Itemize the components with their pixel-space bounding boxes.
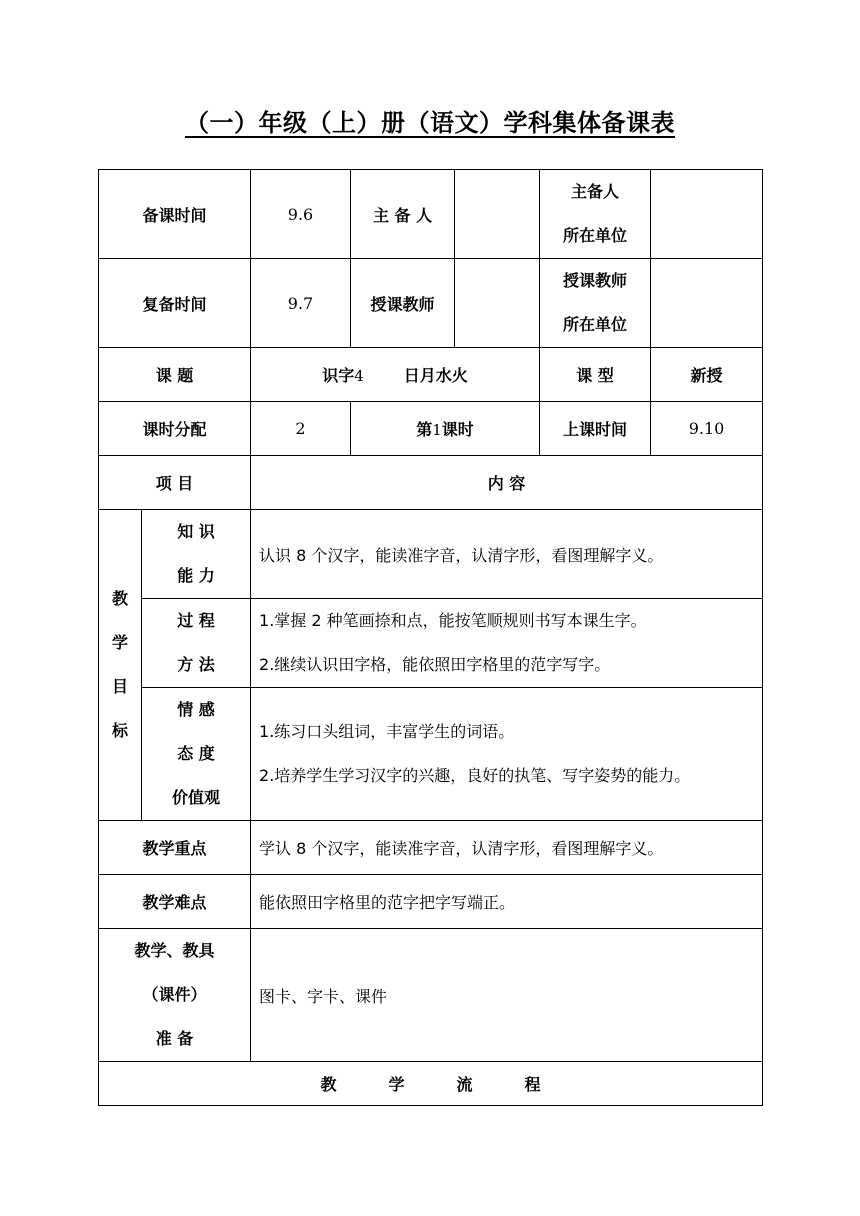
row-goal-process xyxy=(99,599,763,688)
teacher-unit-label-b: 所在单位 xyxy=(563,315,628,334)
prep-time-value: 9.6 xyxy=(251,170,351,259)
row-header xyxy=(99,456,763,510)
periods-value: 2 xyxy=(251,402,351,456)
lead-preparer-unit-label xyxy=(540,170,651,259)
flow-char-1: 教 xyxy=(320,1075,337,1094)
lesson-type-value: 新授 xyxy=(651,348,763,402)
emotion-text xyxy=(251,688,763,821)
title-text: （一）年级（上）册（语文）学科集体备课表 xyxy=(185,109,675,137)
teacher-value xyxy=(455,259,540,348)
topic-prefix: 识字 xyxy=(322,366,355,385)
row-periods xyxy=(99,402,763,456)
period-suffix: 课时 xyxy=(441,420,474,439)
process-text xyxy=(251,599,763,688)
content-header: 内 容 xyxy=(251,456,763,510)
emotion-label-a: 情 感 xyxy=(177,700,215,719)
process-text-2: 2.继续认识田字格，能依照田字格里的范字写字。 xyxy=(259,655,611,674)
period-prefix: 第 xyxy=(416,420,433,439)
materials-text: 图卡、字卡、课件 xyxy=(251,929,763,1062)
teacher-unit-label xyxy=(540,259,651,348)
lead-preparer-unit-label-b: 所在单位 xyxy=(563,226,628,245)
flow-char-3: 流 xyxy=(456,1075,473,1094)
lead-preparer-unit-label-a: 主备人 xyxy=(571,182,620,201)
knowledge-label-b: 能 力 xyxy=(177,566,215,585)
knowledge-label xyxy=(142,510,251,599)
materials-label xyxy=(99,929,251,1062)
knowledge-label-a: 知 识 xyxy=(177,522,215,541)
process-label-b: 方 法 xyxy=(177,655,215,674)
difficulty-text: 能依照田字格里的范字把字写端正。 xyxy=(251,875,763,929)
key-point-label: 教学重点 xyxy=(99,821,251,875)
review-time-value: 9.7 xyxy=(251,259,351,348)
lead-preparer-unit-value xyxy=(651,170,763,259)
lesson-type-label: 课 型 xyxy=(540,348,651,402)
emotion-label-c: 价值观 xyxy=(172,788,221,807)
periods-label: 课时分配 xyxy=(99,402,251,456)
current-period xyxy=(351,402,540,456)
review-time-label: 复备时间 xyxy=(99,259,251,348)
row-review-time xyxy=(99,259,763,348)
teaching-goals-label xyxy=(99,510,142,821)
lead-preparer-value xyxy=(455,170,540,259)
process-label-a: 过 程 xyxy=(177,611,215,630)
teacher-label: 授课教师 xyxy=(351,259,455,348)
page-title xyxy=(0,103,860,138)
emotion-label-b: 态 度 xyxy=(177,744,215,763)
emotion-label xyxy=(142,688,251,821)
goal-char-2: 学 xyxy=(111,633,128,652)
topic-number: 4 xyxy=(354,367,364,385)
row-topic xyxy=(99,348,763,402)
difficulty-label: 教学难点 xyxy=(99,875,251,929)
row-key-point xyxy=(99,821,763,875)
row-prep-time xyxy=(99,170,763,259)
lead-preparer-label: 主 备 人 xyxy=(351,170,455,259)
topic-value xyxy=(251,348,540,402)
emotion-text-2: 2.培养学生学习汉字的兴趣，良好的执笔、写字姿势的能力。 xyxy=(259,766,691,785)
topic-name: 日月水火 xyxy=(403,366,468,385)
row-teaching-flow xyxy=(99,1062,763,1106)
key-point-text: 学认 8 个汉字，能读准字音，认清字形，看图理解字义。 xyxy=(251,821,763,875)
row-goal-knowledge xyxy=(99,510,763,599)
flow-char-4: 程 xyxy=(524,1075,541,1094)
lesson-plan-table xyxy=(98,169,763,1106)
prep-time-label: 备课时间 xyxy=(99,170,251,259)
process-label xyxy=(142,599,251,688)
period-number: 1 xyxy=(432,421,442,439)
process-text-1: 1.掌握 2 种笔画捺和点，能按笔顺规则书写本课生字。 xyxy=(259,611,647,630)
materials-label-a: 教学、教具 xyxy=(134,941,215,960)
class-time-value: 9.10 xyxy=(651,402,763,456)
flow-char-2: 学 xyxy=(388,1075,405,1094)
topic-label: 课 题 xyxy=(99,348,251,402)
row-goal-emotion xyxy=(99,688,763,821)
row-materials xyxy=(99,929,763,1062)
row-difficulty xyxy=(99,875,763,929)
teacher-unit-value xyxy=(651,259,763,348)
emotion-text-1: 1.练习口头组词，丰富学生的词语。 xyxy=(259,722,515,741)
item-header: 项 目 xyxy=(99,456,251,510)
goal-char-4: 标 xyxy=(111,721,128,740)
teacher-unit-label-a: 授课教师 xyxy=(563,271,628,290)
materials-label-c: 准 备 xyxy=(155,1029,194,1048)
goal-char-3: 目 xyxy=(111,677,128,696)
teaching-flow-heading xyxy=(99,1062,763,1106)
goal-char-1: 教 xyxy=(111,589,128,608)
class-time-label: 上课时间 xyxy=(540,402,651,456)
knowledge-text: 认识 8 个汉字，能读准字音，认清字形，看图理解字义。 xyxy=(251,510,763,599)
materials-label-b: （课件） xyxy=(142,985,207,1004)
